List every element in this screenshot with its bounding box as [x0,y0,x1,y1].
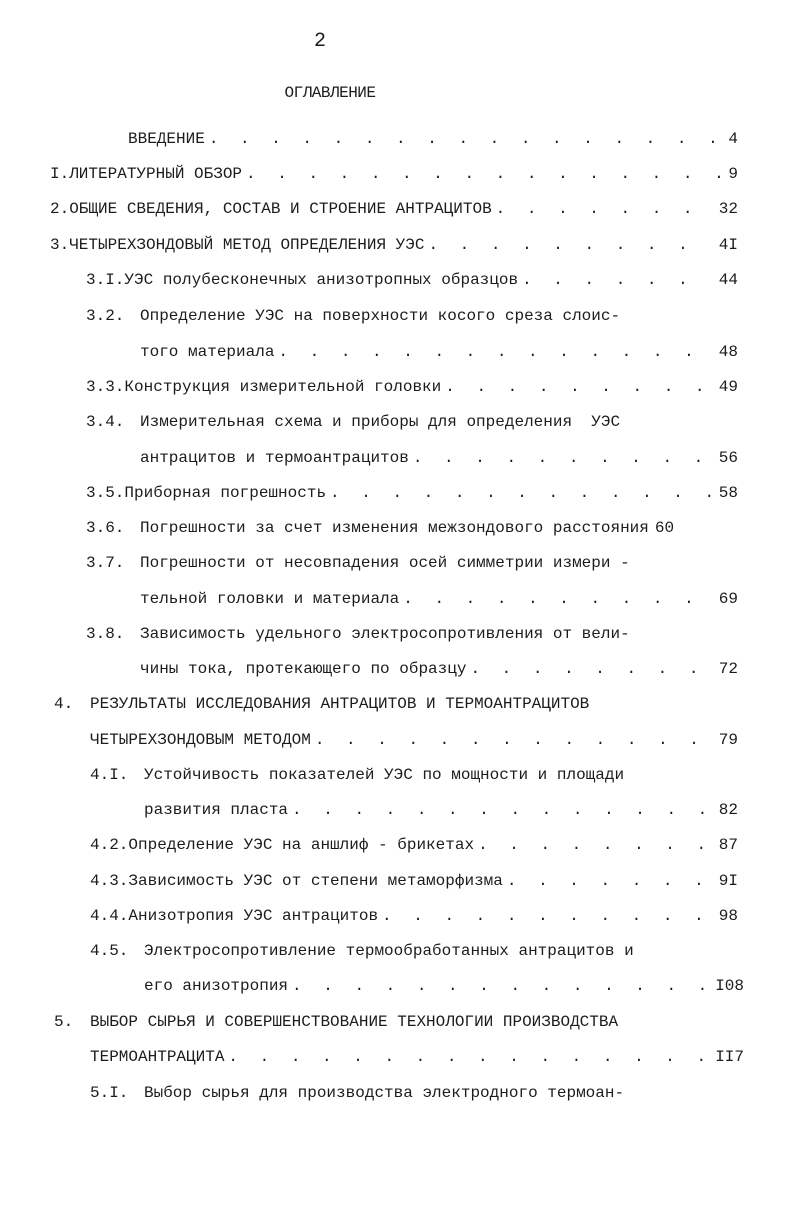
toc-entry-3-8-cont [140,657,738,681]
toc-leader-dots [441,375,713,399]
toc-entry-number: 4.I. [90,766,129,784]
toc-entry-title-cont: ЧЕТЫРЕХЗОНДОВЫМ МЕТОДОМ [90,731,311,749]
toc-entry-4-1 [90,763,738,787]
toc-entry-3-5 [86,481,738,505]
toc-entry-4-cont [90,728,738,752]
toc-leader-dots [205,127,723,151]
toc-entry-title: ОБЩИЕ СВЕДЕНИЯ, СОСТАВ И СТРОЕНИЕ АНТРАЦИТОВ [69,200,492,218]
toc-entry-number: 3. [50,236,70,254]
toc-leader-dots [378,904,713,928]
toc-entry-title: УЭС полубесконечных анизотропных образцов [124,271,519,289]
toc-leader-dots [399,587,713,611]
toc-entry-title: Конструкция измерительной головки [124,378,442,396]
toc-entry-page: 9 [728,165,738,183]
toc-entry-title: Зависимость УЭС от степени метаморфизма [128,872,503,890]
toc-entry-page: I08 [715,977,744,995]
toc-entry-number: 3.5. [86,484,125,502]
toc-entry-4-2 [90,833,738,857]
toc-entry-page: 87 [718,836,738,854]
toc-entry-3-1 [86,268,738,292]
toc-leader-dots [466,657,712,681]
toc-entry-title: Зависимость удельного электросопротивления от вели- [140,625,630,643]
page-number: 2 [313,30,326,53]
toc-entry-title: Выбор сырья для производства электродного термоан- [144,1084,625,1102]
toc-entry-number: 5. [54,1013,74,1031]
toc-entry-4 [54,692,738,716]
toc-entry-title-cont: ТЕРМОАНТРАЦИТА [90,1048,225,1066]
toc-leader-dots [474,833,713,857]
toc-entry-title-cont: тельной головки и материала [140,590,400,608]
toc-leader-dots [311,728,713,752]
toc-entry-number: 3.6. [86,519,125,537]
toc-entry-3-2 [86,304,738,328]
page-title: ОГЛАВЛЕНИЕ [284,84,376,102]
toc-entry-number: 4.4. [90,907,129,925]
toc-entry-title: Определение УЭС на аншлиф - брикетах [128,836,475,854]
toc-entry-number: 3.8. [86,625,125,643]
toc-leader-dots [409,446,713,470]
toc-entry-title-cont: того материала [140,343,275,361]
toc-entry-title: Электросопротивление термообработанных антрацитов и [144,942,634,960]
toc-entry-4-4 [90,904,738,928]
toc-entry-title-cont: чины тока, протекающего по образцу [140,660,467,678]
toc-entry-page: 79 [718,731,738,749]
toc-entry-3-7-cont [140,587,738,611]
toc-entry-page: 48 [718,343,738,361]
toc-entry-intro [128,127,738,151]
toc-entry-title: Погрешности за счет изменения межзондового расстояния [140,519,649,537]
toc-entry-5-1 [90,1081,738,1105]
toc-entry-title: Измерительная схема и приборы для определения УЭС [140,413,621,431]
toc-entry-3-7 [86,551,738,575]
toc-entry-number: 4.3. [90,872,129,890]
toc-entry-page: 69 [718,590,738,608]
toc-entry-number: 4.2. [90,836,129,854]
toc-entry-3-3 [86,375,738,399]
toc-entry-1 [50,162,738,186]
toc-entry-page: 4 [728,130,738,148]
toc-entry-page: 60 [654,519,675,537]
toc-entry-number: I. [50,165,70,183]
toc-entry-number: 4.5. [90,942,129,960]
toc-leader-dots [224,1045,709,1069]
toc-entry-page: 98 [718,907,738,925]
toc-entry-3-8 [86,622,738,646]
toc-entry-3-4-cont [140,446,738,470]
toc-entry-page: 82 [718,801,738,819]
toc-entry-3-4 [86,410,738,434]
toc-entry-page: 72 [718,660,738,678]
toc-entry-number: 5.I. [90,1084,129,1102]
toc-entry-5-cont [90,1045,744,1069]
toc-entry-page: II7 [715,1048,744,1066]
toc-entry-title-cont: антрацитов и термоантрацитов [140,449,409,467]
toc-entry-3-6 [86,516,748,540]
toc-entry-number: 4. [54,695,74,713]
toc-entry-page: 56 [718,449,738,467]
toc-entry-number: 3.4. [86,413,125,431]
toc-entry-page: 58 [718,484,738,502]
toc-entry-number: 3.2. [86,307,125,325]
toc-entry-number: 3.3. [86,378,125,396]
toc-entry-title: Устойчивость показателей УЭС по мощности и площади [144,766,625,784]
toc-entry-2 [50,197,738,221]
toc-entry-4-5 [90,939,738,963]
toc-entry-5 [54,1010,744,1034]
toc-entry-title: Приборная погрешность [124,484,327,502]
toc-leader-dots [288,974,709,998]
toc-entry-title: РЕЗУЛЬТАТЫ ИССЛЕДОВАНИЯ АНТРАЦИТОВ И ТЕРМОАНТРАЦИТОВ [90,695,590,713]
toc-leader-dots [492,197,713,221]
toc-entry-number: 3.I. [86,271,125,289]
toc-entry-title: Анизотропия УЭС антрацитов [128,907,379,925]
toc-entry-3 [50,233,738,257]
toc-entry-title: Погрешности от несовпадения осей симметрии измери - [140,554,630,572]
toc-leader-dots [518,268,713,292]
toc-entry-number: 3.7. [86,554,125,572]
toc-leader-dots [326,481,713,505]
toc-entry-title: ВЫБОР СЫРЬЯ И СОВЕРШЕНСТВОВАНИЕ ТЕХНОЛОГИИ ПРОИЗВОДСТВА [90,1013,619,1031]
toc-entry-4-1-cont [144,798,738,822]
toc-entry-number: 2. [50,200,70,218]
toc-entry-4-5-cont [144,974,744,998]
toc-entry-page: 9I [718,872,738,890]
toc-leader-dots [274,340,712,364]
toc-leader-dots [503,869,713,893]
toc-entry-title: ЛИТЕРАТУРНЫЙ ОБЗОР [69,165,243,183]
toc-entry-title: Определение УЭС на поверхности косого среза слоис- [140,307,621,325]
toc-leader-dots [242,162,722,186]
toc-leader-dots [424,233,712,257]
toc-entry-page: 32 [718,200,738,218]
toc-entry-page: 44 [718,271,738,289]
toc-entry-page: 4I [718,236,738,254]
toc-entry-title: ЧЕТЫРЕХЗОНДОВЫЙ МЕТОД ОПРЕДЕЛЕНИЯ УЭС [69,236,425,254]
toc-leader-dots [288,798,713,822]
toc-entry-page: 49 [718,378,738,396]
toc-entry-title-cont: его анизотропия [144,977,289,995]
toc-entry-3-2-cont [140,340,738,364]
toc-entry-title: ВВЕДЕНИЕ [128,130,205,148]
toc-entry-4-3 [90,869,738,893]
toc-entry-title-cont: развития пласта [144,801,289,819]
